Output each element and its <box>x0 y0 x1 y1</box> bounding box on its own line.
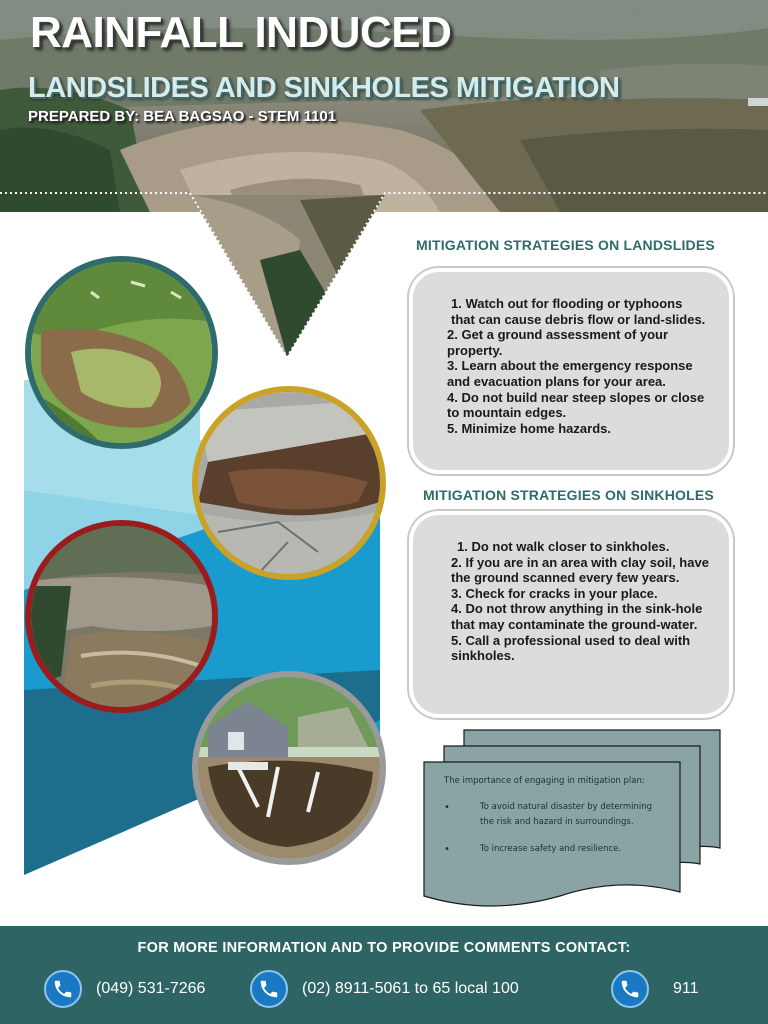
photo-circle-slide-valley <box>25 520 218 713</box>
importance-lead: The importance of engaging in mitigation plan: <box>444 776 645 786</box>
importance-point: • To avoid natural disaster by determining the risk and hazard in surroundings. <box>444 802 653 827</box>
sinkholes-item: 5. Call a professional used to deal with sinkholes. <box>451 632 691 664</box>
photo-circle-house-sinkhole <box>192 671 386 865</box>
sinkholes-box <box>409 511 733 718</box>
landslides-item: 3. Learn about the emergency response and evacuation plans for your area. <box>447 358 693 389</box>
landslides-item: 1. Watch out for flooding or typhoons that can cause debris flow or land-slides. <box>451 296 706 327</box>
phone-icon <box>44 970 82 1008</box>
page-title: RAINFALL INDUCED <box>30 8 452 57</box>
importance-text <box>444 776 668 869</box>
footer <box>0 926 768 1024</box>
landslides-item: 2. Get a ground assessment of your property. <box>447 327 669 358</box>
sinkholes-item: 2. If you are in an area with clay soil, have the ground scanned every few years. <box>451 554 709 586</box>
landslides-item: 4. Do not build near steep slopes or close to mountain edges. <box>447 389 705 421</box>
landslides-item: 5. Minimize home hazards. <box>447 420 611 436</box>
footer-heading: FOR MORE INFORMATION AND TO PROVIDE COMMENTS CONTACT: <box>137 940 631 956</box>
photo-circle-cracked-road <box>192 386 386 580</box>
contact-item[interactable] <box>250 970 519 1008</box>
sinkholes-item: 1. Do not walk closer to sinkholes. <box>457 539 670 554</box>
contact-item[interactable] <box>611 970 699 1008</box>
prepared-by: PREPARED BY: BEA BAGSAO - STEM 1101 <box>28 108 337 125</box>
phone-icon <box>611 970 649 1008</box>
landslides-heading: MITIGATION STRATEGIES ON LANDSLIDES <box>416 237 715 253</box>
sinkholes-item: 3. Check for cracks in your place. <box>451 585 658 601</box>
contact-number: 911 <box>673 980 699 997</box>
contact-number: (02) 8911-5061 to 65 local 100 <box>302 980 519 997</box>
contact-number: (049) 531-7266 <box>96 980 206 997</box>
sinkholes-item: 4. Do not throw anything in the sink-hole that may contaminate the ground-water. <box>451 601 703 632</box>
contact-item[interactable] <box>44 970 205 1008</box>
photo-circle-terraces <box>25 256 218 449</box>
sinkholes-heading: MITIGATION STRATEGIES ON SINKHOLES <box>423 487 714 503</box>
importance-point: • To increase safety and resilience. <box>444 844 622 855</box>
page-subtitle: LANDSLIDES AND SINKHOLES MITIGATION <box>28 72 620 104</box>
phone-icon <box>250 970 288 1008</box>
landslides-box <box>409 268 733 474</box>
